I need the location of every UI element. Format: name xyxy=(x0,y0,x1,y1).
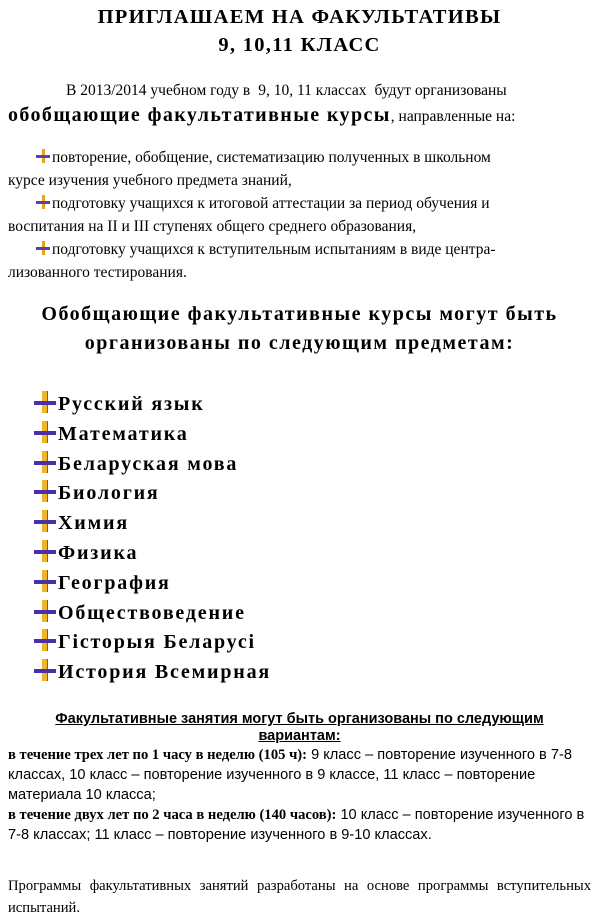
variant-option-2-text: 10 класс – повторение изученного в 7-8 классах; 11 класс – повторение изученного в 9-10 классах. xyxy=(8,806,585,843)
subjects-list xyxy=(8,390,591,688)
aim-item xyxy=(8,146,591,192)
cross-bullet-icon xyxy=(36,149,50,163)
cross-bullet-icon xyxy=(34,600,56,622)
page-title: ПРИГЛАШАЕМ НА ФАКУЛЬТАТИВЫ xyxy=(97,6,502,28)
subject-label: Физика xyxy=(58,541,139,564)
cross-bullet-icon xyxy=(36,195,50,209)
aim-item xyxy=(8,192,591,238)
aim-rest-text: воспитания на II и III ступенях общего среднего образования, xyxy=(8,218,417,235)
subject-item xyxy=(34,539,591,569)
intro-text-2: 9, 10, 11 классах xyxy=(258,82,367,99)
subject-label: География xyxy=(58,571,171,594)
subject-item xyxy=(34,420,591,450)
cross-bullet-icon xyxy=(34,451,56,473)
programs-note: Программы факультативных занятий разработаны на основе программы вступительных испытаний. xyxy=(8,877,591,916)
subject-item xyxy=(34,479,591,509)
cross-bullet-icon xyxy=(34,629,56,651)
cross-bullet-icon xyxy=(36,241,50,255)
variant-option-2-label: в течение двух лет по 2 часа в неделю (140 часов): xyxy=(8,806,337,823)
variant-option-1 xyxy=(8,745,591,805)
aim-rest-text: лизованного тестирования. xyxy=(8,264,187,281)
subject-label: Гісторыя Беларусі xyxy=(58,631,256,654)
aim-lead-text: подготовку учащихся к итоговой аттестации за период обучения и xyxy=(52,195,490,212)
subject-item xyxy=(34,390,591,420)
variant-option-1-text: 9 класс – повторение изученного в 7-8 классах, 10 класс – повторение изученного в 9 классе, 11 класс – повторение материала 10 класса; xyxy=(8,746,572,803)
subject-item xyxy=(34,628,591,658)
cross-bullet-icon xyxy=(34,421,56,443)
subjects-heading-line2: организованы по следующим предметам: xyxy=(84,332,515,354)
intro-rest-text: , направленные на: xyxy=(390,108,516,125)
subjects-heading-line1: Обобщающие факультативные курсы могут быть xyxy=(41,303,558,325)
intro-text-1: В 2013/2014 учебном году в xyxy=(66,82,251,99)
subjects-heading xyxy=(8,300,591,358)
subject-item xyxy=(34,450,591,480)
subject-label: История Всемирная xyxy=(58,661,272,684)
variants-heading-line2: вариантам: xyxy=(258,727,341,744)
subject-item xyxy=(34,569,591,599)
intro-text-3: будут организованы xyxy=(374,82,507,99)
subject-item xyxy=(34,509,591,539)
subject-label: Обществоведение xyxy=(58,601,246,624)
cross-bullet-icon xyxy=(34,480,56,502)
aim-rest-text: курсе изучения учебного предмета знаний, xyxy=(8,172,292,189)
subject-label: Математика xyxy=(58,422,189,445)
aim-item xyxy=(8,238,591,284)
subject-item xyxy=(34,658,591,688)
variant-option-2 xyxy=(8,805,591,845)
page-subtitle-grades: 9, 10,11 КЛАСС xyxy=(218,34,381,56)
aims-list xyxy=(8,146,591,284)
cross-bullet-icon xyxy=(34,659,56,681)
intro-paragraph xyxy=(8,81,591,100)
subject-label: Беларуская мова xyxy=(58,452,239,475)
aim-lead-text: повторение, обобщение, систематизацию полученных в школьном xyxy=(52,149,491,166)
aim-lead-text: подготовку учащихся к вступительным испытаниям в виде центра- xyxy=(52,241,496,258)
intro-highlight xyxy=(8,102,591,130)
subject-label: Русский язык xyxy=(58,393,205,415)
variant-option-1-label: в течение трех лет по 1 часу в неделю (105 ч): xyxy=(8,746,308,763)
subject-item xyxy=(34,599,591,629)
subject-label: Химия xyxy=(58,512,129,535)
variants-heading-line1: Факультативные занятия могут быть организованы по следующим xyxy=(55,710,544,727)
intro-bold-text: обобщающие факультативные курсы xyxy=(8,104,391,126)
subject-label: Биология xyxy=(58,482,160,505)
variants-heading xyxy=(8,711,591,745)
cross-bullet-icon xyxy=(34,510,56,532)
variants-details xyxy=(8,745,591,845)
cross-bullet-icon xyxy=(34,391,56,413)
cross-bullet-icon xyxy=(34,540,56,562)
cross-bullet-icon xyxy=(34,570,56,592)
